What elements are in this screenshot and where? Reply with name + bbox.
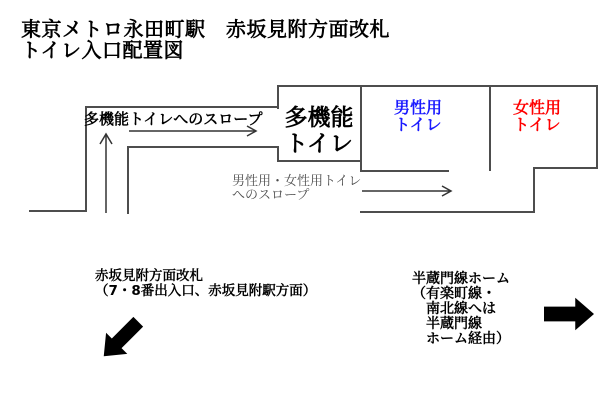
gate-info-line-1: 赤坂見附方面改札 xyxy=(95,268,203,284)
platform-info-line-3: 南北線へは xyxy=(412,301,496,317)
mens-toilet-label xyxy=(368,99,468,133)
page-title-line-2: トイレ入口配置図 xyxy=(21,38,184,62)
multifunction-toilet-label-line-1: 多機能 xyxy=(284,105,354,131)
womens-toilet-label xyxy=(487,99,587,133)
platform-info-line-5: ホーム経由） xyxy=(412,331,510,347)
multifunction-slope-label: 多機能トイレへのスロープ xyxy=(84,110,263,128)
page-title xyxy=(21,19,390,61)
platform-info-line-1: 半蔵門線ホーム xyxy=(412,271,510,287)
page-title-line-1: 東京メトロ永田町駅 赤坂見附方面改札 xyxy=(21,17,390,41)
gate-info-label xyxy=(95,269,316,299)
mens-womens-slope-label-line-2: へのスロープ xyxy=(232,188,310,203)
platform-info-line-4: 半蔵門線 xyxy=(412,316,482,332)
mens-womens-slope-label xyxy=(232,175,361,203)
mens-toilet-label-line-2: トイレ xyxy=(394,115,442,134)
multifunction-toilet-label-line-2: トイレ xyxy=(285,131,353,157)
mens-toilet-label-line-1: 男性用 xyxy=(393,98,442,117)
multifunction-toilet-label xyxy=(259,105,379,157)
platform-direction-arrow-east-icon xyxy=(544,298,594,330)
gate-direction-arrow-southwest-icon xyxy=(93,311,149,367)
platform-info-line-2: （有楽町線・ xyxy=(412,286,496,302)
gate-info-line-2: （7・8番出入口、赤坂見附駅方面） xyxy=(95,283,317,299)
mens-womens-slope-label-line-1: 男性用・女性用トイレ xyxy=(232,174,362,189)
womens-toilet-label-line-1: 女性用 xyxy=(512,98,561,117)
womens-toilet-label-line-2: トイレ xyxy=(513,115,561,134)
platform-info-label xyxy=(412,272,510,347)
